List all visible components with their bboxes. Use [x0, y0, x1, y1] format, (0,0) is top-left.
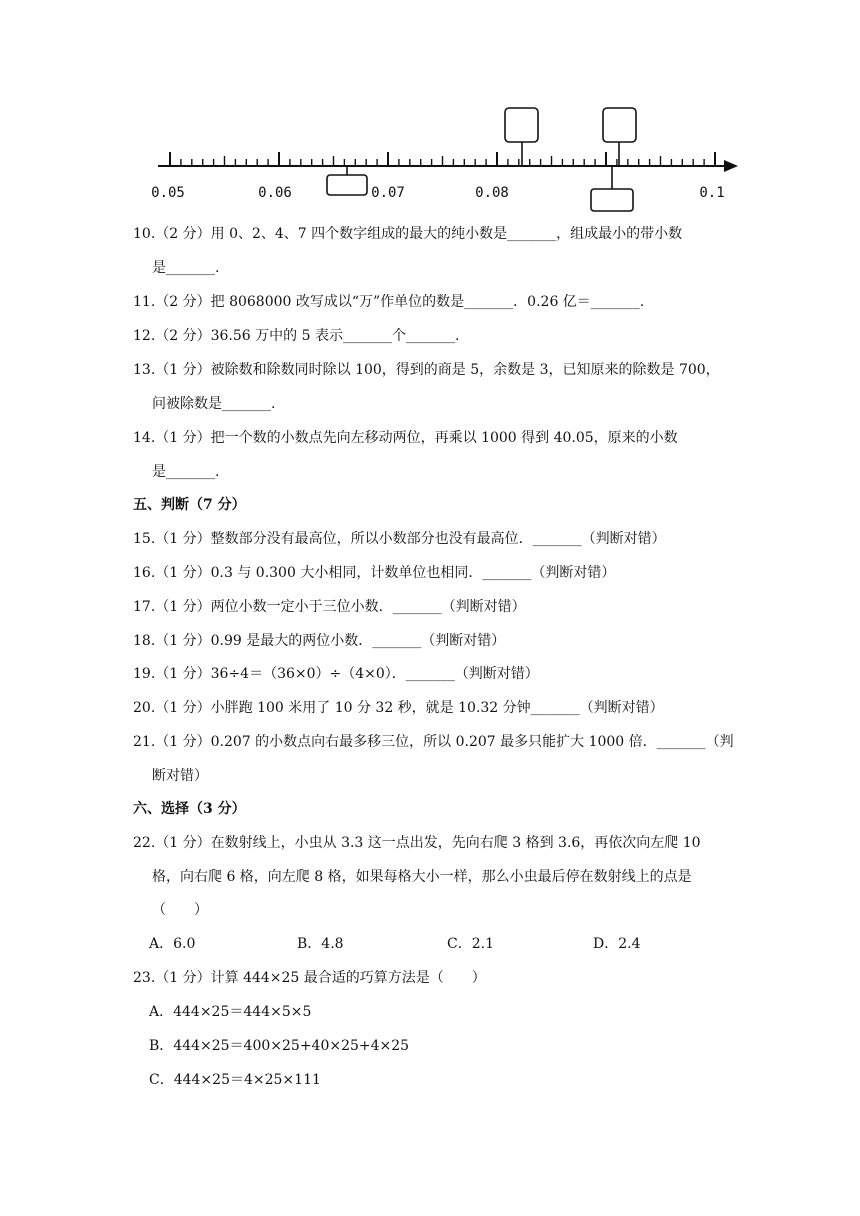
- option-a: A．6.0: [149, 936, 196, 952]
- option-a: A．444×25＝444×5×5: [149, 1004, 312, 1020]
- question-15: 15.（1 分）整数部分没有最高位，所以小数部分也没有最高位．_______（判断对错）: [133, 531, 666, 547]
- number-line-ticks: [170, 152, 715, 166]
- answer-box: [327, 175, 367, 195]
- option-d: D．2.4: [593, 936, 641, 952]
- tick-label: 0.07: [371, 185, 405, 201]
- question-19: 19.（1 分）36÷4＝（36×0）÷（4×0）．_______（判断对错）: [133, 666, 539, 682]
- question-21: 21.（1 分）0.207 的小数点向右最多移三位，所以 0.207 最多只能扩大 1000 倍．_______（判: [133, 734, 734, 750]
- option-b: B．444×25＝400×25+40×25+4×25: [149, 1038, 410, 1054]
- tick-label: 0.1: [699, 185, 725, 201]
- question-21-cont: 断对错）: [152, 768, 208, 784]
- question-20: 20.（1 分）小胖跑 100 米用了 10 分 32 秒，就是 10.32 分钟_______（判断对错）: [133, 700, 664, 716]
- option-c: C．2.1: [447, 936, 494, 952]
- tick-label: 0.05: [151, 185, 185, 201]
- tick-label: 0.08: [475, 185, 509, 201]
- question-14-cont: 是_______.: [152, 464, 220, 480]
- answer-box: [603, 108, 636, 142]
- question-23: 23.（1 分）计算 444×25 最合适的巧算方法是（ ）: [133, 970, 486, 986]
- question-22-paren: （ ）: [152, 902, 208, 918]
- question-22-cont: 格，向右爬 6 格，向左爬 8 格，如果每格大小一样，那么小虫最后停在数射线上的点是: [152, 869, 692, 885]
- question-17: 17.（1 分）两位小数一定小于三位小数．_______（判断对错）: [133, 599, 526, 615]
- question-13-cont: 问被除数是_______.: [152, 396, 276, 412]
- option-c: C．444×25＝4×25×111: [149, 1072, 321, 1088]
- number-line-figure: [0, 0, 860, 220]
- section-heading-choice: 六、选择（3 分）: [133, 801, 246, 817]
- question-22: 22.（1 分）在数射线上，小虫从 3.3 这一点出发，先向右爬 3 格到 3.6，再依次向左爬 10: [133, 835, 701, 851]
- number-line-arrow: [724, 160, 738, 172]
- question-10-cont: 是_______.: [152, 260, 220, 276]
- section-heading-judgement: 五、判断（7 分）: [133, 497, 246, 513]
- answer-box: [591, 189, 633, 211]
- tick-label: 0.06: [258, 185, 292, 201]
- question-12: 12.（2 分）36.56 万中的 5 表示_______个_______.: [133, 328, 460, 344]
- question-13: 13.（1 分）被除数和除数同时除以 100，得到的商是 5，余数是 3，已知原来的除数是 700，: [133, 362, 720, 378]
- option-b: B．4.8: [297, 936, 344, 952]
- question-18: 18.（1 分）0.99 是最大的两位小数．_______（判断对错）: [133, 633, 506, 649]
- question-11: 11.（2 分）把 8068000 改写成以“万”作单位的数是_______．0.26 亿＝_______.: [133, 294, 645, 310]
- question-10: 10.（2 分）用 0、2、4、7 四个数字组成的最大的纯小数是_______，组成最小的带小数: [133, 226, 683, 242]
- answer-box: [505, 108, 538, 142]
- question-14: 14.（1 分）把一个数的小数点先向左移动两位，再乘以 1000 得到 40.05，原来的小数: [133, 430, 678, 446]
- question-16: 16.（1 分）0.3 与 0.300 大小相同，计数单位也相同．_______（判断对错）: [133, 565, 616, 581]
